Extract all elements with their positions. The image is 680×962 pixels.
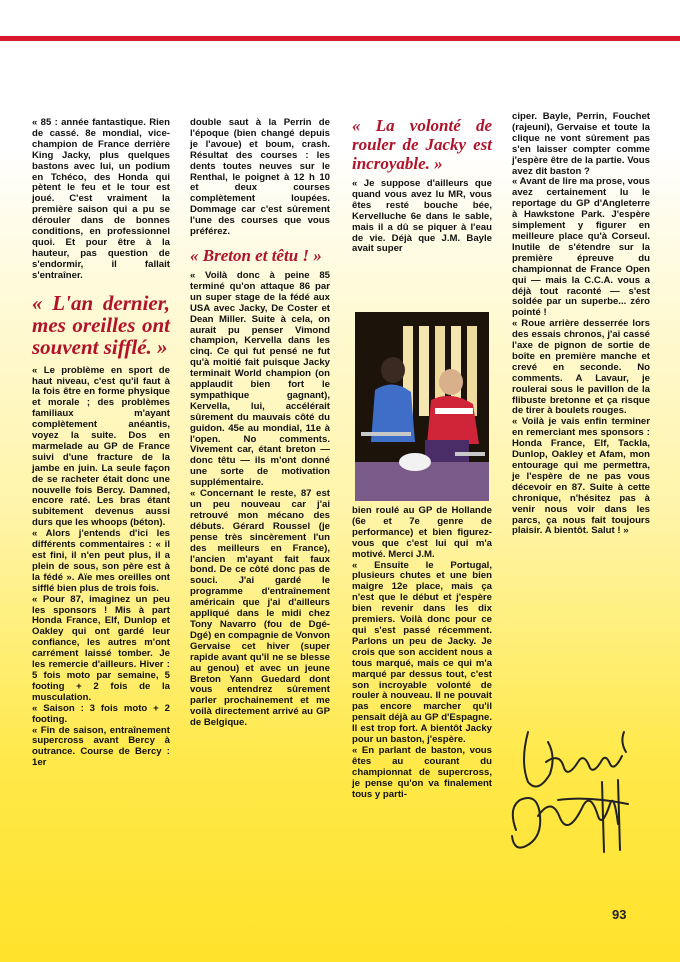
col2-heading: « Breton et têtu ! » — [190, 245, 322, 265]
col2-paragraph-2: « Voilà donc à peine 85 terminé qu'on attaque 86 par un super stage de la fédé aux USA avec Jacky, De Coster et Dean Miller. Suite à cela, on aurait pu penser Vimond champion, Kervella dans les cinq. Ce qui fut pensé ne fut qu'à moitié fait puisque Jacky terminait World champion (on applaudit bien fort le sympathique gagnant), Kervella, lui, accélérait sûrement du mauvais côté du guidon. 45e au mondial, 11e à l'open. No comments. Vivement car, étant breton — donc têtu — ils m'ont donné une sorte de motivation supplémentaire. — [190, 269, 330, 489]
col3-paragraph-3: « Ensuite le Portugal, plusieurs chutes et une bien maigre 12e place, mais ça n'est que le début et j'espère bien revenir dans les dix premiers. Voilà donc pour ce qui s'est passé récemment. Parlons un peu de Jacky. Je crois que son accident nous a tous marqué, mais ce qui m'a marqué par dessus tout, c'est son incroyable volonté de rouler à nouveau. Il ne pouvait pas encore marcher qu'il pensait déjà au GP d'Espagne. Il est trop fort. A bientôt Jacky pour un baston, j'espère. — [352, 559, 492, 746]
column-3-top — [352, 112, 492, 255]
column-2 — [190, 118, 330, 729]
photo-image — [355, 312, 489, 501]
col2-paragraph-1: double saut à la Perrin de l'époque (bien changé depuis je l'avoue) et boum, crash. Résultat des courses : les dents toutes neuves sur le Renthal, le poignet à 12 h 10 et deux courses complètement loupées. Dommage car c'est sûrement l'une des courses que vous préférez. — [190, 117, 330, 238]
column-4 — [512, 112, 650, 537]
col1-paragraph-1: « 85 : année fantastique. Rien de cassé. 8e mondial, vice-champion de France derrière King Jacky, plus quelques bastons avec lui, un podium en Tchéco, des Honda qui pètent le feu et le tour est joué. C'est vraiment la première saison qui a pu se dérouler dans de bonnes conditions, en professionnel quoi. Et pour être à la hauteur, pas question de s'endormir, il fallait s'entraîner. — [32, 117, 170, 281]
col3-paragraph-2: bien roulé au GP de Hollande (6e et 7e genre de performance) et bien figurez-vous que c'est lui qui m'a motivé. Merci J.M. — [352, 505, 492, 560]
col1-paragraph-4: « Pour 87, imaginez un peu les sponsors ! Mis à part Honda France, Elf, Dunlop et Oakley qui ont gardé leur confiance, les autres m'ont carrément laissé tomber. Je les remercie d'ailleurs. Hiver : 5 fois moto par semaine, 5 footing + 2 fois de la musculation. — [32, 593, 170, 703]
col1-paragraph-5: « Saison : 3 fois moto + 2 footing. — [32, 702, 170, 725]
column-1 — [32, 118, 170, 769]
col4-paragraph-1: ciper. Bayle, Perrin, Fouchet (rajeuni), Gervaise et toute la clique ne vont sûrement pas s'en laisser compter comme j'espère être de la partie. Vous avez dit baston ? — [512, 111, 650, 177]
col1-paragraph-3: « Alors j'entends d'ici les différents commentaires : « il est fini, il n'en peut plus, il a plein de sous, son père est à la fédé ». Aïe mes oreilles ont sifflé bien plus de trois fois. — [32, 528, 170, 594]
col3-paragraph-4: « En parlant de baston, vous êtes au courant du championnat de supercross, je pense qu'on va finalement tous y parti- — [352, 744, 492, 800]
col4-paragraph-4: « Voilà je vais enfin terminer en remerciant mes sponsors : Honda France, Elf, Tackla, Dunlop, Oakley et Afam, mon entourage qui me permettra, je l'espère de ne pas vous décevoir en 87. Suite à cette chronique, n'hésitez pas à venir nous voir dans les parcs, ça nous fait toujours plaisir. A bientôt. Salut ! » — [512, 416, 650, 537]
rider-photo — [355, 312, 489, 501]
handwritten-signature — [498, 712, 648, 867]
top-red-rule — [0, 36, 680, 41]
col1-heading: « L'an dernier, mes oreilles ont souvent sifflé. » — [32, 290, 170, 359]
col1-paragraph-6: « Fin de saison, entraînement supercross avant Bercy à outrance. Course de Bercy : 1er — [32, 724, 170, 769]
col3-heading: « La volonté de rouler de Jacky est incroyable. » — [352, 116, 492, 173]
col1-paragraph-2: « Le problème en sport de haut niveau, c'est qu'il faut à la fois être en forme physique et morale ; des problèmes familiaux m'ayant complètement anéantis, voyez la suite. Dos en marmelade au GP de France suivi d'une fracture de la jambe en juin. La seule façon de se racheter était donc une nouvelle fois Bercy. Damned, encore raté. Les bras étant subitement devenus aussi durs que les whoops (béton). — [32, 364, 170, 529]
page-number: 93 — [612, 907, 627, 922]
col4-paragraph-2: « Avant de lire ma prose, vous avez certainement lu le reportage du GP d'Angleterre à Hawkstone Park. J'espère simplement y figurer en meilleure place qu'à Corseul. Inutile de s'étendre sur la première épreuve du championnat de France Open qui — mais la C.C.A. vous a déjà tout raconté — s'est soldée par un superbe... zéro pointé ! — [512, 176, 650, 319]
column-3-bottom — [352, 506, 492, 800]
col2-paragraph-3: « Concernant le reste, 87 est un peu nouveau car j'ai retrouvé mon mécano des débuts. Gérard Roussel (je pense très sincèrement l'un des meilleurs en France), l'ancien m'ayant fait faux bond. De ce côté donc pas de souci. J'ai gardé le programme d'entraînement américain que j'ai d'ailleurs appliqué dans le midi chez Tony Navarro (fou de Dgé-Dgé) en compagnie de Vonvon Gervaise cet hiver (super rapide avant qu'il ne se blesse au genou) et avec un jeune Breton Yann Guedard dont vous entendrez sûrement parler prochainement et me voilà directement arrivé au GP de Belgique. — [190, 488, 330, 729]
col3-paragraph-1: « Je suppose d'ailleurs que quand vous avez lu MR, vous êtes resté bouche bée, Kervelluche 6e dans le sable, mais il a dû se piquer à l'eau de vie. Déjà que J.M. Bayle avait super — [352, 178, 492, 255]
col4-paragraph-3: « Roue arrière desserrée lors des essais chronos, j'ai cassé l'axe de pignon de sortie de boîte en première manche et crevé en seconde. No comments. A Lavaur, je roulerai sous le pavillon de la flibuste bretonne et ça risque de tirer à boulets rouges. — [512, 318, 650, 417]
